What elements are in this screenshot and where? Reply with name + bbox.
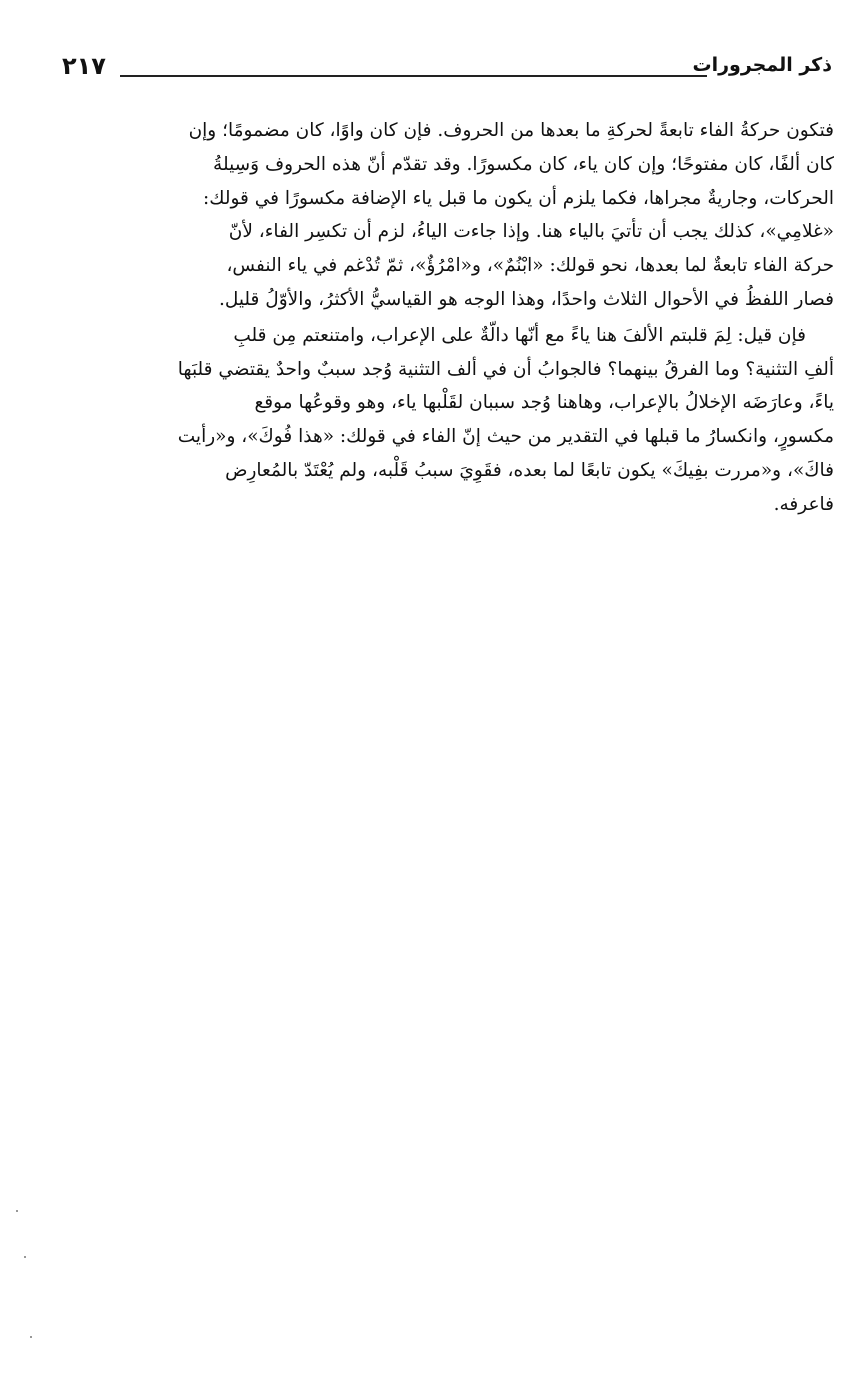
scan-speck — [24, 1256, 26, 1258]
text-line: حركة الفاء تابعةٌ لما بعدها، نحو قولك: «ابْنُمٌ»، و«امْرُؤٌ»، ثمّ تُدْغم في ياء النفس، — [226, 255, 834, 277]
text-line: فتكون حركةُ الفاء تابعةً لحركةِ ما بعدها من الحروف. فإن كان واوًا، كان مضمومًا؛ وإن — [188, 120, 834, 141]
text-line: ألفِ التثنية؟ وما الفرقُ بينهما؟ فالجوابُ أن في ألف التثنية وُجد سببٌ واحدٌ يقتضي قلبَها — [177, 358, 834, 380]
text-line: «غلامِي»، كذلك يجب أن تأتيَ بالياء هنا. وإذا جاءت الياءُ، لزم أن تكسِر الفاء، لأنّ — [228, 221, 834, 243]
text-line: كان ألفًا، كان مفتوحًا؛ وإن كان ياء، كان مكسورًا. وقد تقدّم أنّ هذه الحروف وَسِيلةُ — [213, 153, 834, 175]
text-line: فصار اللفظُ في الأحوال الثلاث واحدًا، وهذا الوجه هو القياسيُّ الأكثرُ، والأوّلُ قليل. — [218, 288, 834, 310]
section-title: ذكر المجرورات — [692, 54, 832, 76]
running-header — [62, 52, 832, 86]
text-line: فاعرفه. — [773, 493, 834, 515]
header-rule — [120, 75, 707, 77]
paragraph-1 — [64, 114, 834, 317]
text-line: فإن قيل: لِمَ قلبتم الألفَ هنا ياءً مع أنّها دالّةٌ على الإعراب، وامتنعتم مِن قلبِ — [233, 324, 806, 346]
paragraph-2 — [64, 319, 834, 522]
scan-speck — [30, 1336, 32, 1338]
scan-speck — [16, 1210, 18, 1212]
text-line: فاكَ»، و«مررت بفِيكَ» يكون تابعًا لما بعده، فقَوِيَ سببُ قَلْبه، ولم يُعْتَدّ بالمُعارِض — [225, 459, 834, 481]
text-line: ياءً، وعارَضَه الإخلالُ بالإعراب، وهاهنا وُجد سببان لقَلْبها ياء، وهو وقوعُها موقع — [254, 392, 834, 414]
text-line: الحركات، وجاريةٌ مجراها، فكما يلزم أن يكون ما قبل ياء الإضافة مكسورًا في قولك: — [203, 187, 834, 209]
body-text — [64, 114, 834, 522]
text-line: مكسورٍ، وانكسارُ ما قبلها في التقدير من حيث إنّ الفاء في قولك: «هذا فُوكَ»، و«رأيت — [177, 426, 834, 448]
page-number: ٢١٧ — [62, 52, 106, 80]
